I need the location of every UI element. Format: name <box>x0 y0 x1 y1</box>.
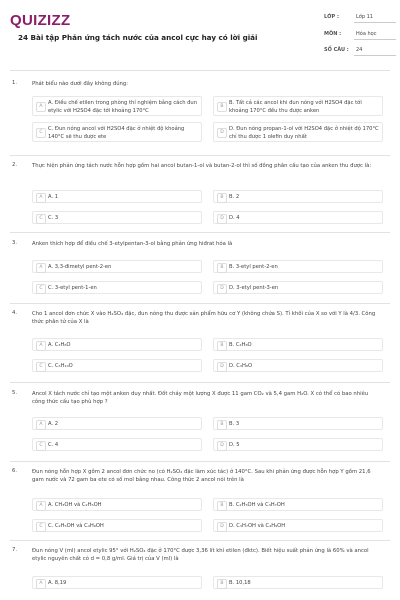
meta-count-underline <box>354 55 396 56</box>
option-d[interactable] <box>213 211 383 224</box>
option-c[interactable] <box>32 122 202 142</box>
question-text: Ancol X tách nước chỉ tạo một anken duy nhất. Đốt cháy một lượng X được 11 gam CO₂ và 5,4 gam H₂O. X có thể có bao nhiêu công thức cấu tạo phù hợp ? <box>32 391 369 405</box>
option-text: B. 3-etyl pent-2-en <box>229 264 278 270</box>
option-letter: A <box>36 193 46 203</box>
option-a[interactable] <box>32 260 202 273</box>
option-letter: B <box>217 263 227 273</box>
option-text: C. 3 <box>48 215 59 221</box>
document-header <box>0 0 400 70</box>
option-letter: D <box>217 128 227 138</box>
meta-class-underline <box>354 22 396 23</box>
option-text: A. Điều chế etilen trong phòng thí nghiệm bằng cách đun etylic với H2SO4 đặc tới khoảng 170°C <box>48 100 198 114</box>
option-b[interactable] <box>213 260 383 273</box>
option-text: A. 3,3-đimetyl pent-2-en <box>48 264 112 270</box>
question-divider <box>10 540 390 541</box>
option-text: B. C₂H₅OH và C₃H₇OH <box>229 502 285 508</box>
option-text: D. 5 <box>229 442 240 448</box>
meta-class-label: LỚP : <box>324 14 339 20</box>
question-divider <box>10 461 390 462</box>
question-divider <box>10 303 390 304</box>
option-b[interactable] <box>213 96 383 116</box>
option-letter: D <box>217 214 227 224</box>
option-letter: B <box>217 341 227 351</box>
option-letter: B <box>217 501 227 511</box>
question-divider <box>10 155 390 156</box>
option-letter: A <box>36 341 46 351</box>
question-number: 3. <box>12 240 18 246</box>
meta-class-value: Lớp 11 <box>356 14 373 20</box>
option-b[interactable] <box>213 417 383 430</box>
question-number: 4. <box>12 310 18 316</box>
option-text: D. 3-etyl pent-3-en <box>229 285 279 291</box>
option-letter: D <box>217 284 227 294</box>
option-a[interactable] <box>32 576 202 589</box>
question-number: 6. <box>12 468 18 474</box>
option-letter: C <box>36 441 46 451</box>
question-number: 2. <box>12 162 18 168</box>
question-number: 7. <box>12 547 18 553</box>
option-text: A. 1 <box>48 194 59 200</box>
option-letter: B <box>217 420 227 430</box>
question-number: 5. <box>12 390 18 396</box>
option-letter: A <box>36 420 46 430</box>
option-a[interactable] <box>32 498 202 511</box>
header-divider <box>10 70 390 71</box>
option-text: C. C₅H₁₀O <box>48 363 73 369</box>
option-d[interactable] <box>213 281 383 294</box>
option-letter: B <box>217 102 227 112</box>
option-text: A. CH₃OH và C₂H₅OH <box>48 502 102 508</box>
option-text: D. C₃H₇OH và C₄H₉OH <box>229 523 286 529</box>
option-text: C. 4 <box>48 442 59 448</box>
option-text: C. Đun nóng ancol với H2SO4 đặc ở nhiệt độ khoảng 140°C sẽ thu được ete <box>48 126 185 140</box>
option-b[interactable] <box>213 498 383 511</box>
option-text: B. Tất cả các ancol khi đun nóng với H2SO4 đặc tới khoảng 170°C đều thu được anken <box>229 100 362 114</box>
option-d[interactable] <box>213 122 383 142</box>
question-text: Phát biểu nào dưới đây không đúng: <box>32 81 129 87</box>
option-letter: A <box>36 579 46 589</box>
question-text: Đun nóng hỗn hợp X gồm 2 ancol đơn chức no (có H₂SO₄ đặc làm xúc tác) ở 140°C. Sau khi phản ứng được hỗn hợp Y gồm 21,6 gam nước và 72 gam ba ete có số mol bằng nhau. Công thức 2 ancol nói trên là <box>32 469 371 483</box>
option-a[interactable] <box>32 338 202 351</box>
option-b[interactable] <box>213 190 383 203</box>
option-c[interactable] <box>32 359 202 372</box>
option-letter: C <box>36 214 46 224</box>
option-letter: D <box>217 522 227 532</box>
option-letter: C <box>36 522 46 532</box>
option-letter: A <box>36 501 46 511</box>
option-text: B. C₄H₈O <box>229 342 252 348</box>
option-c[interactable] <box>32 438 202 451</box>
option-letter: B <box>217 579 227 589</box>
question-number: 1. <box>12 80 18 86</box>
option-text: D. 4 <box>229 215 240 221</box>
option-letter: A <box>36 263 46 273</box>
option-letter: C <box>36 362 46 372</box>
meta-subject-value: Hóa học <box>356 31 377 37</box>
meta-subject-underline <box>354 39 396 40</box>
option-text: C. C₂H₅OH và C₄H₉OH <box>48 523 104 529</box>
meta-count-label: SỐ CÂU : <box>324 47 349 53</box>
quizizz-logo: QUIZIZZ <box>10 12 71 29</box>
option-b[interactable] <box>213 338 383 351</box>
option-letter: D <box>217 362 227 372</box>
meta-count-value: 24 <box>356 47 363 53</box>
meta-subject-label: MÔN : <box>324 31 342 37</box>
option-b[interactable] <box>213 576 383 589</box>
question-divider <box>10 382 390 383</box>
option-text: D. Đun nóng propan-1-ol với H2SO4 đặc ở nhiệt độ 170°C chỉ thu được 1 olefin duy nhất <box>229 126 379 140</box>
option-d[interactable] <box>213 519 383 532</box>
option-text: B. 3 <box>229 421 240 427</box>
option-c[interactable] <box>32 281 202 294</box>
option-d[interactable] <box>213 438 383 451</box>
question-text: Anken thích hợp để điều chế 3-etylpentan-3-ol bằng phản ứng hiđrat hóa là <box>32 241 233 247</box>
option-letter: C <box>36 284 46 294</box>
option-text: A. C₃H₆O <box>48 342 71 348</box>
question-divider <box>10 232 390 233</box>
option-a[interactable] <box>32 96 202 116</box>
option-c[interactable] <box>32 519 202 532</box>
option-text: C. 3-etyl pent-1-en <box>48 285 97 291</box>
option-a[interactable] <box>32 417 202 430</box>
option-c[interactable] <box>32 211 202 224</box>
option-text: B. 2 <box>229 194 240 200</box>
option-text: A. 8,19 <box>48 580 67 586</box>
option-letter: C <box>36 128 46 138</box>
option-text: B. 10,18 <box>229 580 251 586</box>
document-title: 24 Bài tập Phản ứng tách nước của ancol cực hay có lời giải <box>18 33 258 42</box>
option-letter: D <box>217 441 227 451</box>
question-text: Thực hiện phản ứng tách nước hỗn hợp gồm hai ancol butan-1-ol và butan-2-ol thì số đồng phân cấu tạo của anken thu được là: <box>32 163 372 169</box>
option-a[interactable] <box>32 190 202 203</box>
option-letter: A <box>36 102 46 112</box>
option-text: D. C₃H₈O <box>229 363 253 369</box>
option-letter: B <box>217 193 227 203</box>
question-text: Đun nóng V (ml) ancol etylic 95° với H₂SO₄ đặc ở 170°C được 3,36 lít khí etilen (đktc). Biết hiệu suất phản ứng là 60% và ancol etylic nguyên chất có d = 0,8 g/ml. Giá trị của V (ml) là <box>32 548 369 562</box>
question-text: Cho 1 ancol đơn chức X vào H₂SO₄ đặc, đun nóng thu được sản phẩm hữu cơ Y (không chứa S). Tỉ khối của X so với Y là 4/3. Công thức phân tử của X là <box>32 311 376 325</box>
option-d[interactable] <box>213 359 383 372</box>
option-text: A. 2 <box>48 421 59 427</box>
